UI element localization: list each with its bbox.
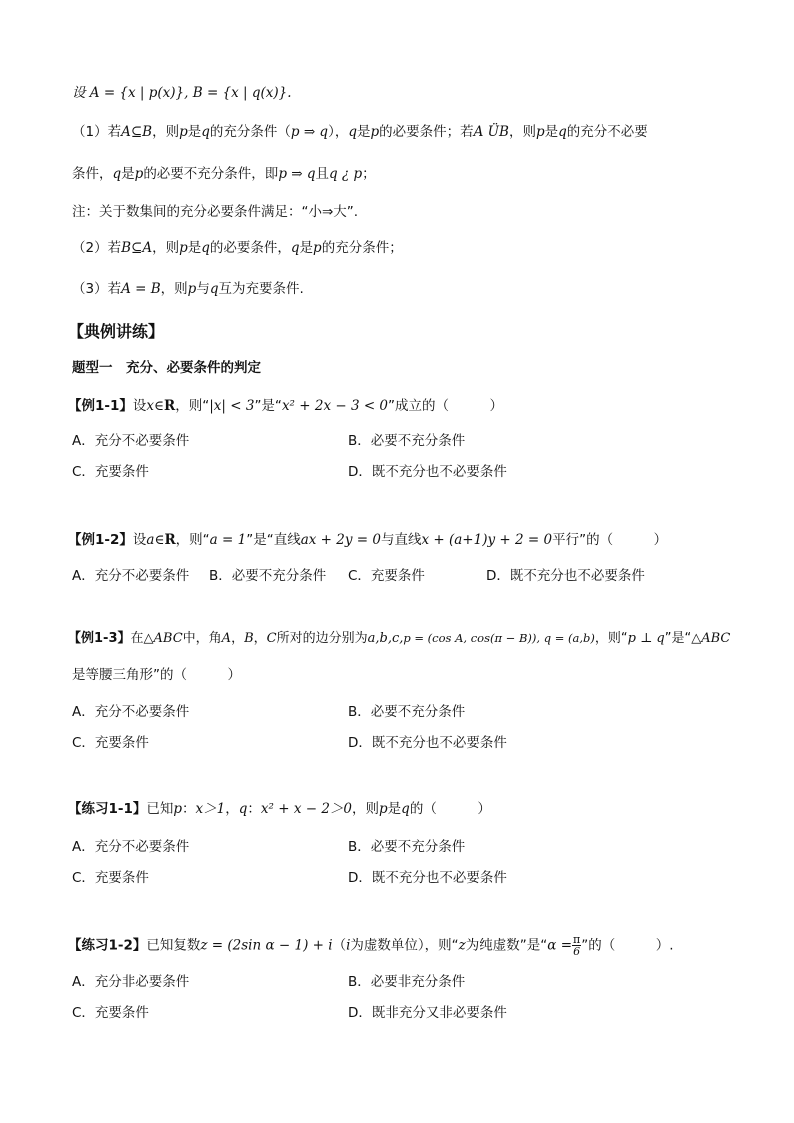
practice-1-1-option-a[interactable]: A．充分不必要条件 xyxy=(72,839,190,855)
practice-1-2-option-c[interactable]: C．充要条件 xyxy=(72,1005,149,1021)
practice-1-1-question: 【练习1-1】已知p：x＞1，q：x² + x − 2＞0，则p是q的（ ） xyxy=(68,801,491,817)
set-definition-formula: 设 A = {x | p(x)}, B = {x | q(x)}. xyxy=(72,85,292,101)
fraction-pi-over-6: $\frac{\pi}{6}$ xyxy=(573,933,581,958)
document-page xyxy=(68,0,732,1123)
practice-1-1-option-b[interactable]: B．必要不充分条件 xyxy=(348,839,466,855)
practice-1-2-question: 【练习1-2】已知复数z = (2sin α − 1) + i（i为虚数单位），则“z为纯虚数”是“α = $\frac{\pi}{6}$ ”的（ ）. xyxy=(68,933,674,958)
practice-1-1-option-d[interactable]: D．既不充分也不必要条件 xyxy=(348,870,507,886)
example-1-2-option-c[interactable]: C．充要条件 xyxy=(348,568,425,584)
example-1-2-question: 【例1-2】设a∈R，则“a = 1”是“直线ax + 2y = 0与直线x + (a+1)y + 2 = 0平行”的（ ） xyxy=(68,532,668,548)
example-1-3-option-d[interactable]: D．既不充分也不必要条件 xyxy=(348,735,507,751)
rule-3: （3）若A = B，则p与q互为充要条件. xyxy=(72,281,304,297)
example-1-3-option-a[interactable]: A．充分不必要条件 xyxy=(72,704,190,720)
example-1-3-question-line-2: 是等腰三角形”的（ ） xyxy=(72,667,241,683)
type-title: 题型一 充分、必要条件的判定 xyxy=(72,360,261,376)
rule-2: （2）若B⊆A，则p是q的必要条件，q是p的充分条件； xyxy=(72,240,403,256)
practice-1-2-option-a[interactable]: A．充分非必要条件 xyxy=(72,974,190,990)
example-1-2-option-d[interactable]: D．既不充分也不必要条件 xyxy=(486,568,645,584)
practice-1-2-option-b[interactable]: B．必要非充分条件 xyxy=(348,974,466,990)
example-1-3-question-line-1: 【例1-3】在△ABC中，角A，B，C所对的边分别为a,b,c,p = (cos A, cos(π − B)), q = (a,b)，则“p ⊥ q”是“△ABC xyxy=(68,631,731,646)
example-1-2-option-a[interactable]: A．充分不必要条件 xyxy=(72,568,190,584)
example-1-1-option-a[interactable]: A．充分不必要条件 xyxy=(72,433,190,449)
rule-1-line-1: （1）若A⊆B，则p是q的充分条件（p ⇒ q），q是p的必要条件；若A ÜB，则p是q的充分不必要 xyxy=(72,124,648,140)
note: 注：关于数集间的充分必要条件满足：“小⇒大”. xyxy=(72,204,359,220)
example-1-3-option-c[interactable]: C．充要条件 xyxy=(72,735,149,751)
example-1-1-option-c[interactable]: C．充要条件 xyxy=(72,464,149,480)
example-1-1-option-b[interactable]: B．必要不充分条件 xyxy=(348,433,466,449)
practice-1-2-option-d[interactable]: D．既非充分又非必要条件 xyxy=(348,1005,507,1021)
example-1-1-option-d[interactable]: D．既不充分也不必要条件 xyxy=(348,464,507,480)
practice-1-1-option-c[interactable]: C．充要条件 xyxy=(72,870,149,886)
section-title: 【典例讲练】 xyxy=(68,322,165,341)
example-1-3-option-b[interactable]: B．必要不充分条件 xyxy=(348,704,466,720)
rule-1-line-2: 条件，q是p的必要不充分条件，即p ⇒ q且q ¿ p； xyxy=(72,166,376,182)
set-definition xyxy=(72,83,292,103)
example-1-1-question: 【例1-1】设x∈R，则“|x| < 3”是“x² + 2x − 3 < 0”成立的（ ） xyxy=(68,398,504,414)
example-1-2-option-b[interactable]: B．必要不充分条件 xyxy=(209,568,327,584)
